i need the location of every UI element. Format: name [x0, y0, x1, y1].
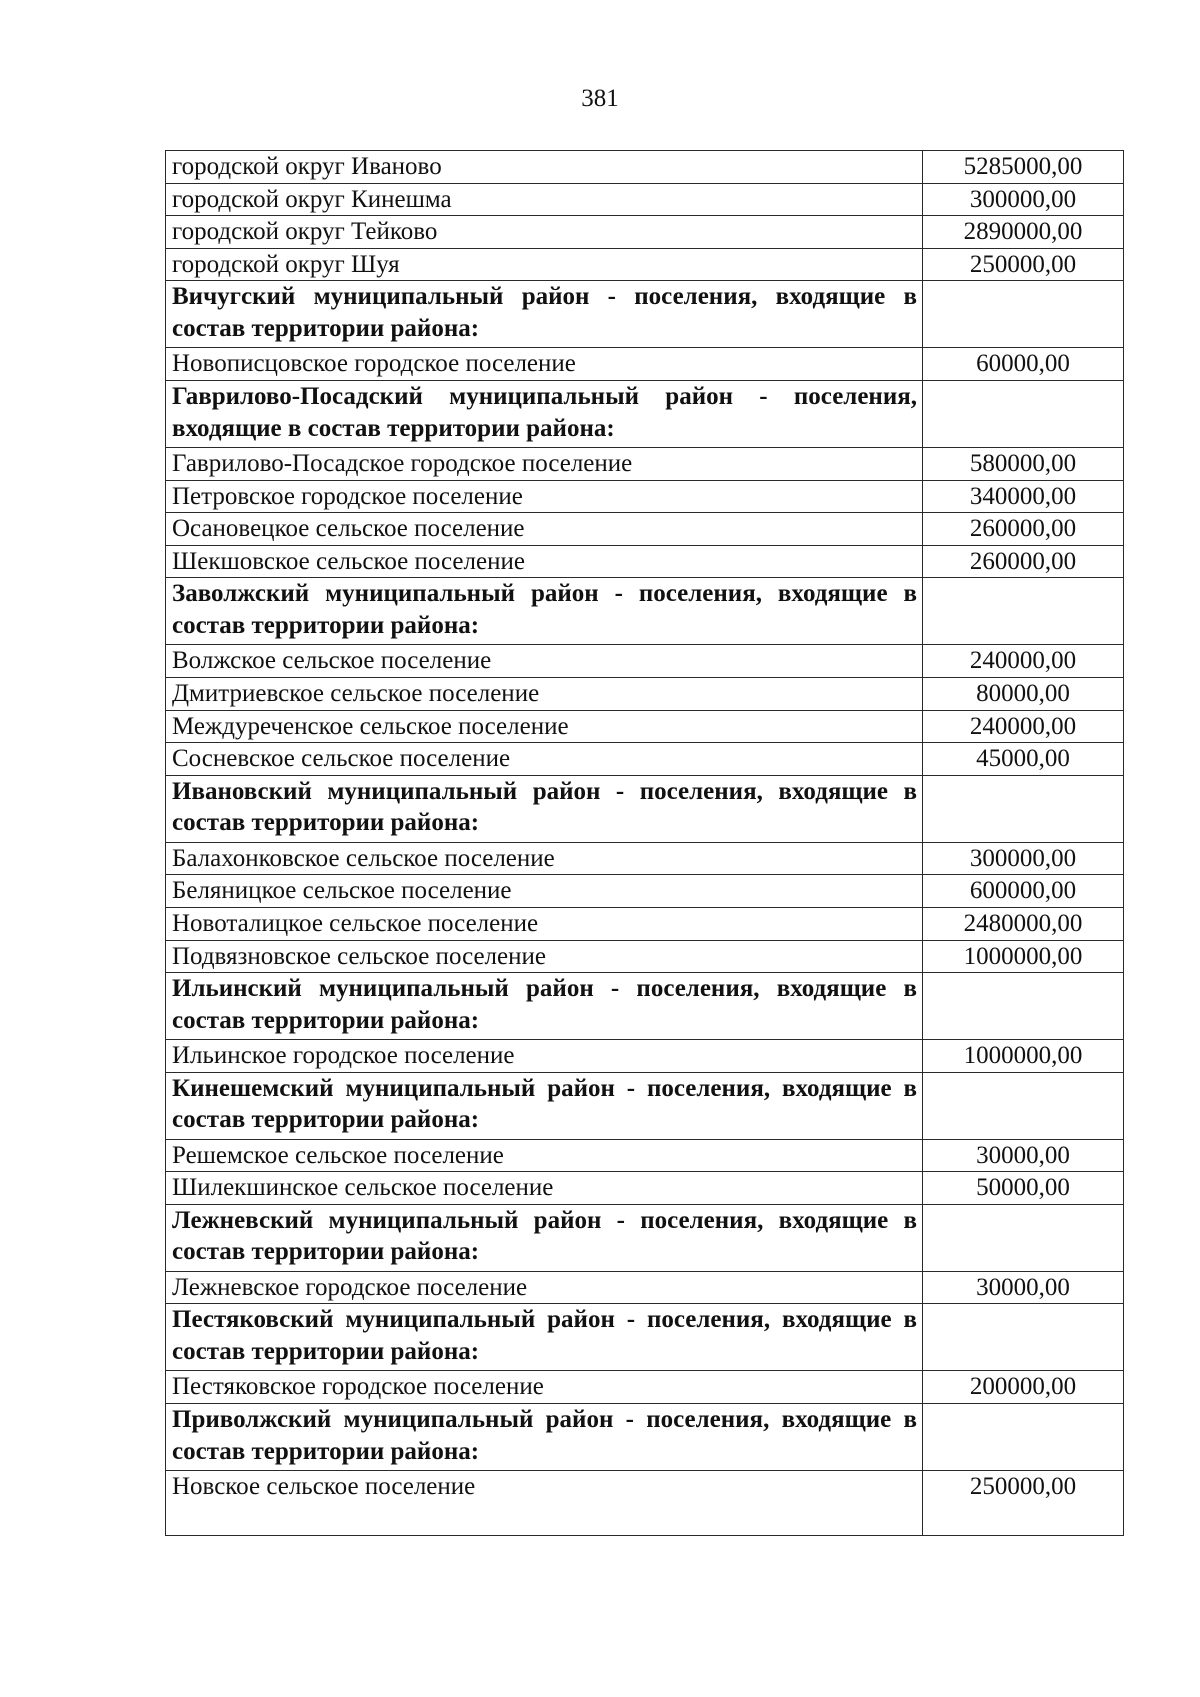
settlement-row: [166, 645, 1124, 678]
district-name-cell: Гаврилово-Посадский муниципальный район - поселения, входящие в состав территории района:: [166, 380, 923, 447]
settlement-row: [166, 151, 1124, 184]
district-header-row: [166, 281, 1124, 348]
amount-cell: 2890000,00: [923, 216, 1124, 249]
district-name-cell: Ильинский муниципальный район - поселения, входящие в состав территории района:: [166, 973, 923, 1040]
district-name-cell: Заволжский муниципальный район - поселения, входящие в состав территории района:: [166, 578, 923, 645]
settlement-row: [166, 907, 1124, 940]
amount-cell: 45000,00: [923, 743, 1124, 776]
district-name-cell: Пестяковский муниципальный район - поселения, входящие в состав территории района:: [166, 1304, 923, 1371]
amount-cell: 250000,00: [923, 1471, 1124, 1536]
amount-cell: 260000,00: [923, 513, 1124, 546]
amount-cell: 1000000,00: [923, 940, 1124, 973]
amount-cell: 300000,00: [923, 842, 1124, 875]
amount-cell: 260000,00: [923, 545, 1124, 578]
amount-cell: 30000,00: [923, 1271, 1124, 1304]
allocation-table-body: [166, 151, 1124, 1536]
settlement-row: [166, 677, 1124, 710]
settlement-row: [166, 1172, 1124, 1205]
settlement-name-cell: городской округ Кинешма: [166, 183, 923, 216]
settlement-name-cell: Подвязновское сельское поселение: [166, 940, 923, 973]
settlement-name-cell: Гаврилово-Посадское городское поселение: [166, 447, 923, 480]
amount-cell: [923, 973, 1124, 1040]
amount-cell: [923, 775, 1124, 842]
amount-cell: 60000,00: [923, 348, 1124, 381]
settlement-name-cell: Петровское городское поселение: [166, 480, 923, 513]
settlement-row: [166, 447, 1124, 480]
settlement-name-cell: Шекшовское сельское поселение: [166, 545, 923, 578]
amount-cell: 240000,00: [923, 645, 1124, 678]
amount-cell: 600000,00: [923, 875, 1124, 908]
settlement-row: [166, 743, 1124, 776]
settlement-row: [166, 248, 1124, 281]
amount-cell: [923, 1204, 1124, 1271]
settlement-name-cell: Беляницкое сельское поселение: [166, 875, 923, 908]
settlement-row: [166, 183, 1124, 216]
allocation-table: [165, 150, 1124, 1536]
settlement-name-cell: Балахонковское сельское поселение: [166, 842, 923, 875]
settlement-row: [166, 348, 1124, 381]
amount-cell: 50000,00: [923, 1172, 1124, 1205]
district-name-cell: Приволжский муниципальный район - поселения, входящие в состав территории района:: [166, 1404, 923, 1471]
settlement-row: [166, 710, 1124, 743]
settlement-name-cell: городской округ Тейково: [166, 216, 923, 249]
settlement-row: [166, 545, 1124, 578]
amount-cell: 240000,00: [923, 710, 1124, 743]
settlement-name-cell: Шилекшинское сельское поселение: [166, 1172, 923, 1205]
settlement-row: [166, 875, 1124, 908]
settlement-name-cell: Лежневское городское поселение: [166, 1271, 923, 1304]
amount-cell: 30000,00: [923, 1139, 1124, 1172]
settlement-name-cell: Сосневское сельское поселение: [166, 743, 923, 776]
amount-cell: [923, 1404, 1124, 1471]
settlement-row: [166, 216, 1124, 249]
district-header-row: [166, 1072, 1124, 1139]
district-header-row: [166, 1304, 1124, 1371]
settlement-name-cell: Новское сельское поселение: [166, 1471, 923, 1536]
district-header-row: [166, 775, 1124, 842]
settlement-name-cell: городской округ Шуя: [166, 248, 923, 281]
settlement-row: [166, 940, 1124, 973]
amount-cell: [923, 578, 1124, 645]
settlement-name-cell: Осановецкое сельское поселение: [166, 513, 923, 546]
settlement-name-cell: Новописцовское городское поселение: [166, 348, 923, 381]
settlement-name-cell: Ильинское городское поселение: [166, 1040, 923, 1073]
amount-cell: 250000,00: [923, 248, 1124, 281]
district-name-cell: Вичугский муниципальный район - поселения, входящие в состав территории района:: [166, 281, 923, 348]
settlement-row: [166, 1040, 1124, 1073]
settlement-name-cell: Междуреченское сельское поселение: [166, 710, 923, 743]
settlement-name-cell: Волжское сельское поселение: [166, 645, 923, 678]
amount-cell: 2480000,00: [923, 907, 1124, 940]
amount-cell: 300000,00: [923, 183, 1124, 216]
settlement-row: [166, 1139, 1124, 1172]
settlement-row: [166, 1471, 1124, 1536]
district-header-row: [166, 973, 1124, 1040]
district-name-cell: Лежневский муниципальный район - поселения, входящие в состав территории района:: [166, 1204, 923, 1271]
settlement-name-cell: Дмитриевское сельское поселение: [166, 677, 923, 710]
amount-cell: 200000,00: [923, 1371, 1124, 1404]
amount-cell: [923, 1304, 1124, 1371]
amount-cell: 1000000,00: [923, 1040, 1124, 1073]
district-header-row: [166, 1404, 1124, 1471]
settlement-row: [166, 1371, 1124, 1404]
amount-cell: [923, 380, 1124, 447]
settlement-row: [166, 480, 1124, 513]
district-header-row: [166, 1204, 1124, 1271]
amount-cell: [923, 281, 1124, 348]
amount-cell: 80000,00: [923, 677, 1124, 710]
amount-cell: 5285000,00: [923, 151, 1124, 184]
settlement-row: [166, 842, 1124, 875]
settlement-name-cell: Новоталицкое сельское поселение: [166, 907, 923, 940]
settlement-name-cell: Решемское сельское поселение: [166, 1139, 923, 1172]
settlement-row: [166, 1271, 1124, 1304]
district-name-cell: Ивановский муниципальный район - поселения, входящие в состав территории района:: [166, 775, 923, 842]
amount-cell: [923, 1072, 1124, 1139]
district-header-row: [166, 578, 1124, 645]
settlement-name-cell: Пестяковское городское поселение: [166, 1371, 923, 1404]
amount-cell: 340000,00: [923, 480, 1124, 513]
settlement-row: [166, 513, 1124, 546]
amount-cell: 580000,00: [923, 447, 1124, 480]
district-header-row: [166, 380, 1124, 447]
district-name-cell: Кинешемский муниципальный район - поселения, входящие в состав территории района:: [166, 1072, 923, 1139]
page-number: 381: [581, 85, 619, 112]
settlement-name-cell: городской округ Иваново: [166, 151, 923, 184]
